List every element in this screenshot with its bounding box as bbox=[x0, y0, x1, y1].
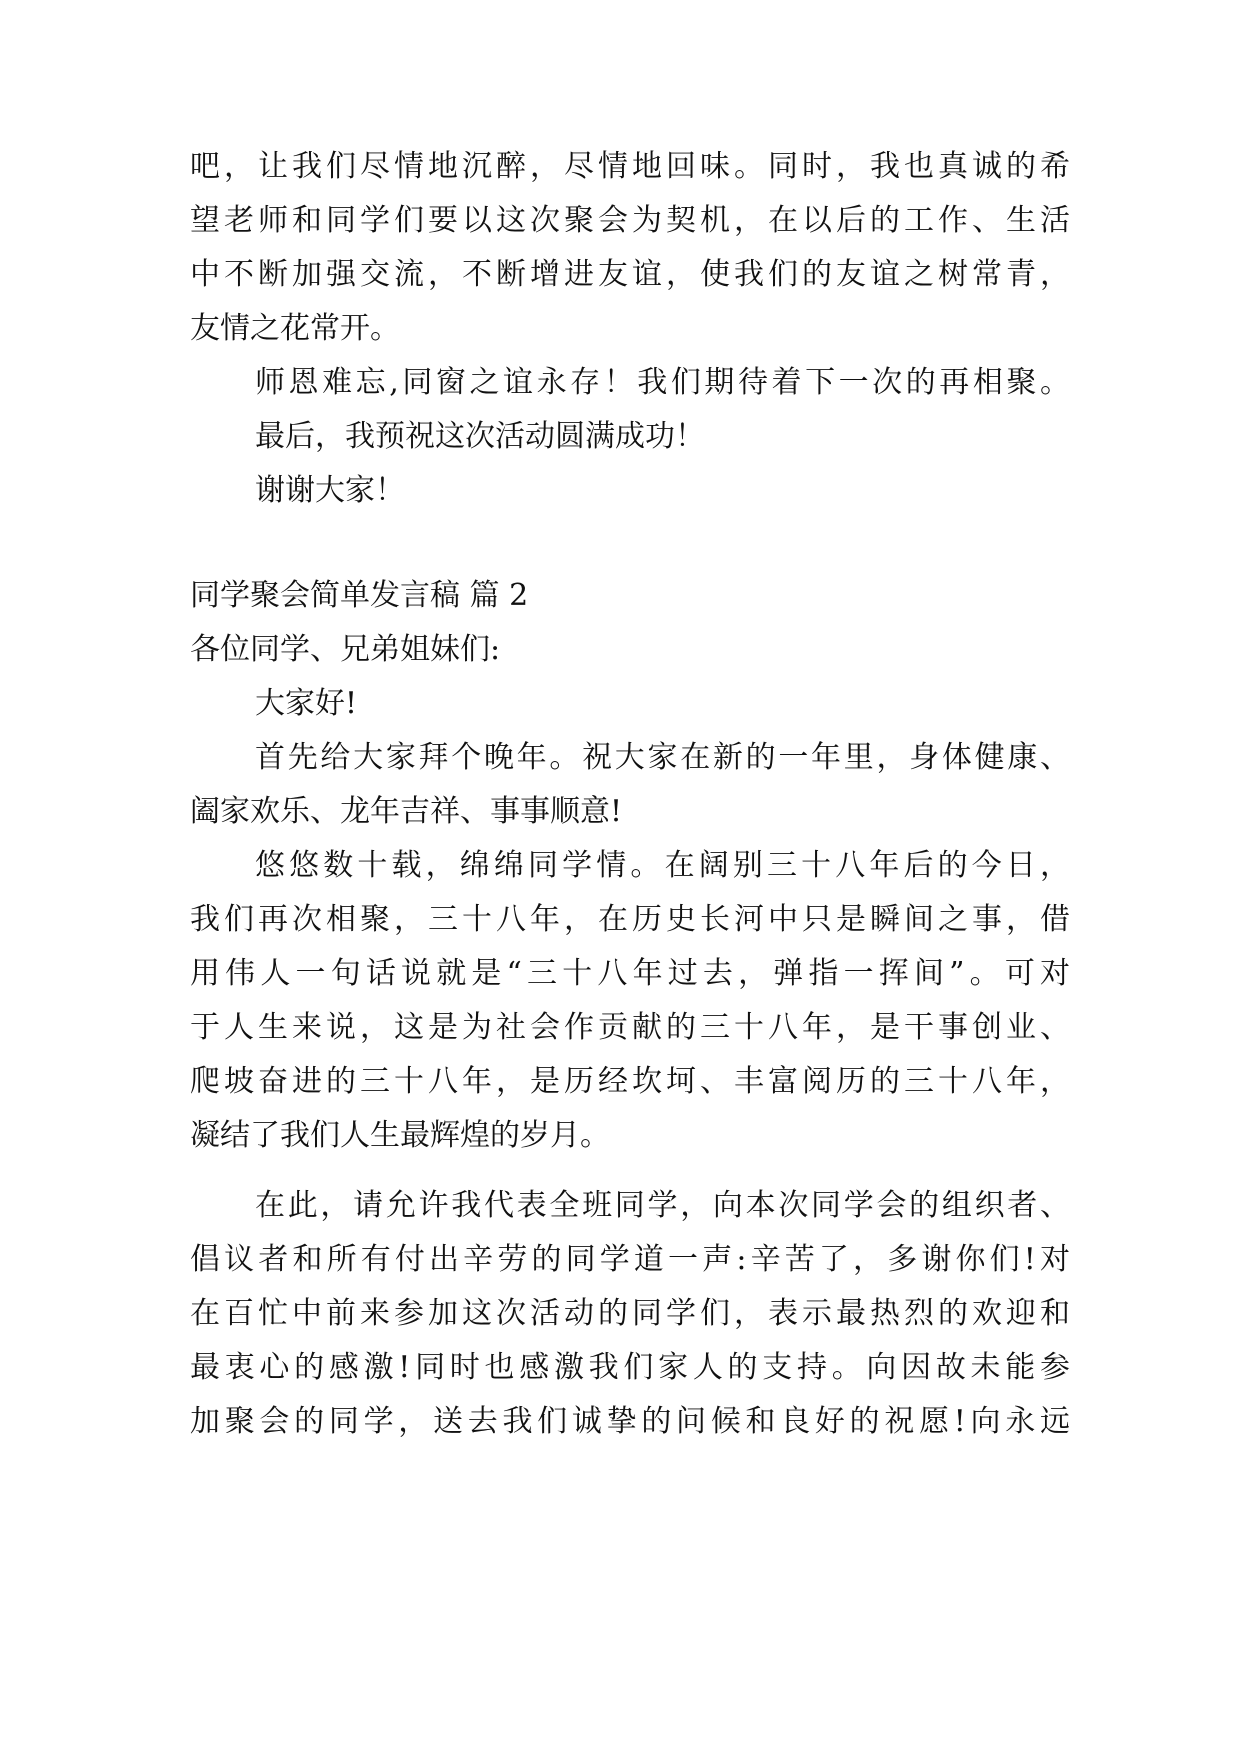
text-line: 友情之花常开。 bbox=[190, 311, 400, 346]
text-line: 最衷心的感激!同时也感激我们家人的支持。向因故未能参 bbox=[190, 1350, 1070, 1385]
text-line: 望老师和同学们要以这次聚会为契机，在以后的工作、生活 bbox=[190, 203, 1070, 238]
text-line: 在此，请允许我代表全班同学，向本次同学会的组织者、 bbox=[255, 1188, 1070, 1223]
text-line: 最后，我预祝这次活动圆满成功！ bbox=[255, 419, 705, 454]
text-line: 首先给大家拜个晚年。祝大家在新的一年里，身体健康、 bbox=[255, 740, 1070, 775]
section-heading: 同学聚会简单发言稿 篇 2 bbox=[190, 578, 529, 613]
text-line: 在百忙中前来参加这次活动的同学们，表示最热烈的欢迎和 bbox=[190, 1296, 1070, 1331]
text-line: 悠悠数十载，绵绵同学情。在阔别三十八年后的今日， bbox=[255, 848, 1070, 883]
text-line: 爬坡奋进的三十八年，是历经坎坷、丰富阅历的三十八年， bbox=[190, 1064, 1070, 1099]
text-line: 用伟人一句话说就是“三十八年过去，弹指一挥间”。可对 bbox=[190, 956, 1070, 991]
text-line: 我们再次相聚，三十八年，在历史长河中只是瞬间之事，借 bbox=[190, 902, 1070, 937]
text-line: 吧，让我们尽情地沉醉，尽情地回味。同时，我也真诚的希 bbox=[190, 149, 1070, 184]
text-line: 加聚会的同学，送去我们诚挚的问候和良好的祝愿!向永远 bbox=[190, 1404, 1070, 1439]
salutation: 各位同学、兄弟姐妹们: bbox=[190, 632, 501, 667]
text-line: 于人生来说，这是为社会作贡献的三十八年，是干事创业、 bbox=[190, 1010, 1070, 1045]
text-line: 谢谢大家！ bbox=[255, 473, 405, 508]
text-line: 凝结了我们人生最辉煌的岁月。 bbox=[190, 1118, 610, 1153]
text-line: 师恩难忘,同窗之谊永存！我们期待着下一次的再相聚。 bbox=[255, 365, 1070, 400]
text-line: 阖家欢乐、龙年吉祥、事事顺意! bbox=[190, 794, 623, 829]
text-line: 中不断加强交流，不断增进友谊，使我们的友谊之树常青， bbox=[190, 257, 1070, 292]
text-line: 倡议者和所有付出辛劳的同学道一声:辛苦了，多谢你们!对 bbox=[190, 1242, 1070, 1277]
text-line: 大家好! bbox=[255, 686, 358, 721]
